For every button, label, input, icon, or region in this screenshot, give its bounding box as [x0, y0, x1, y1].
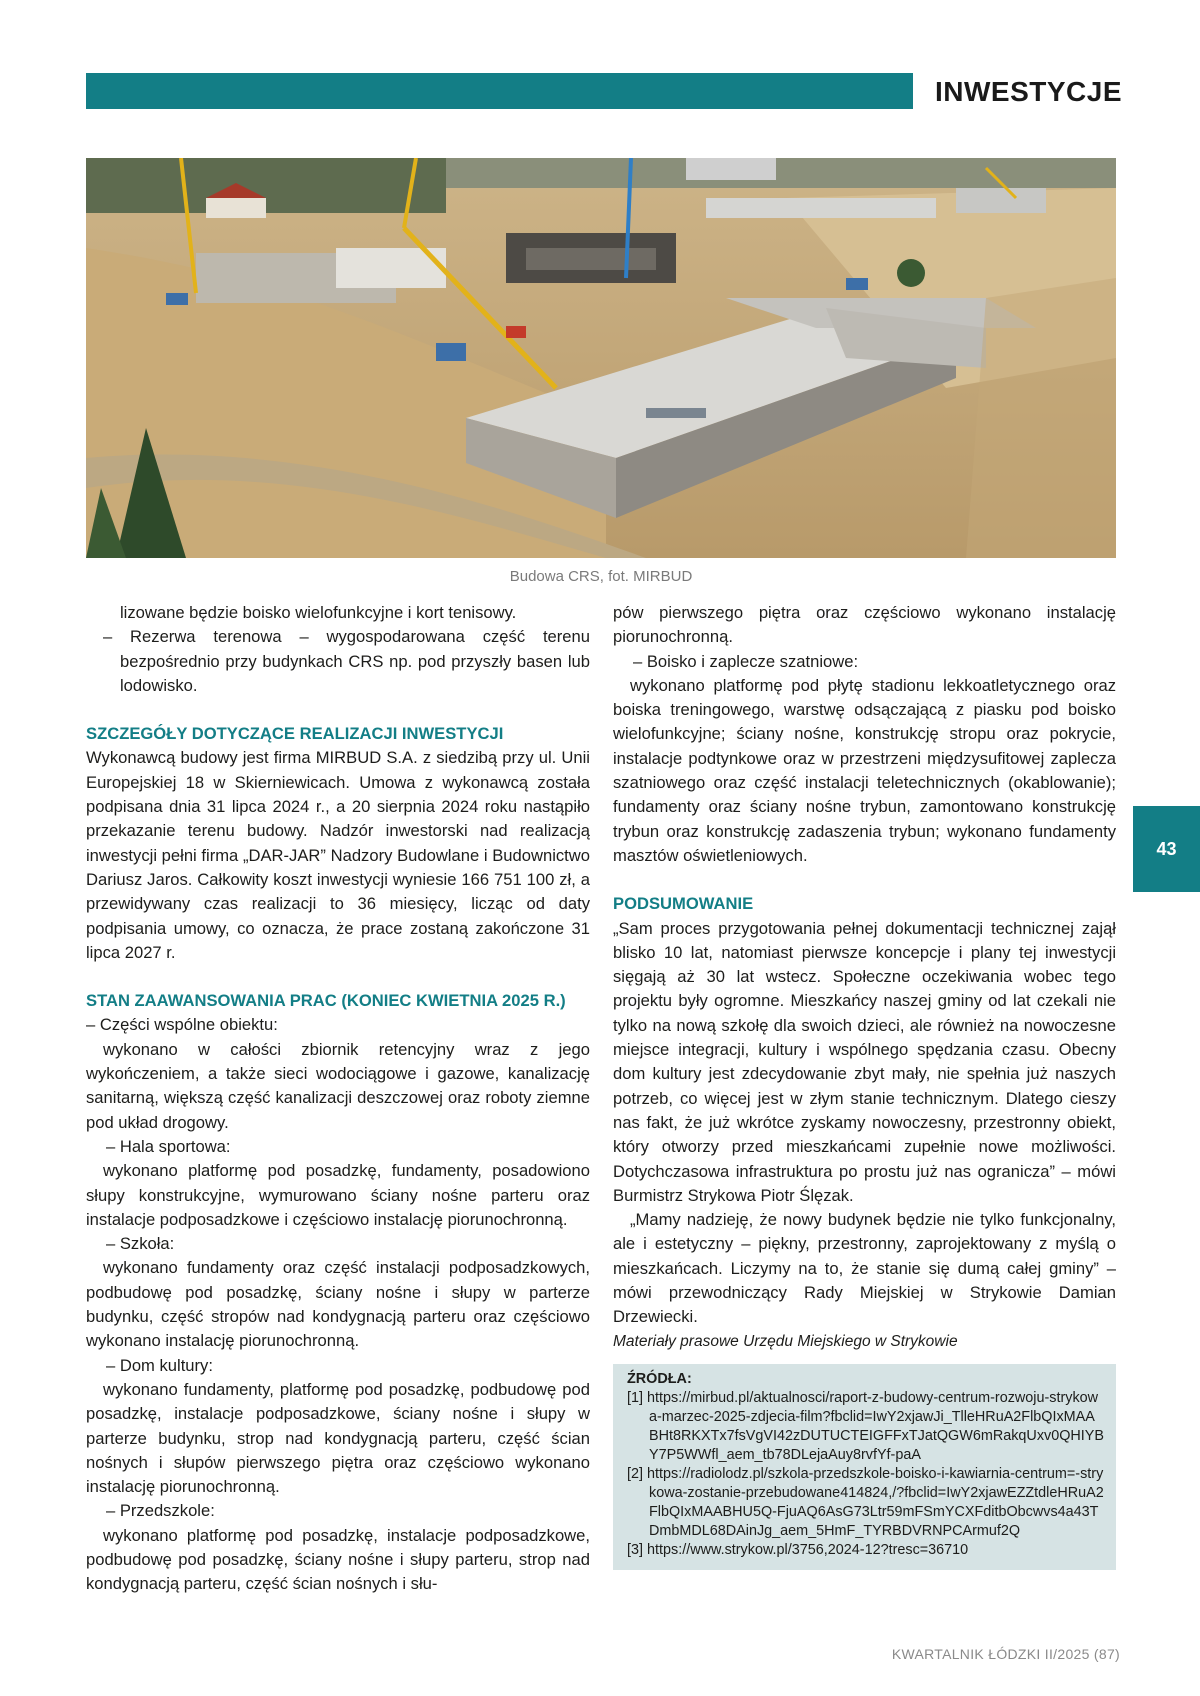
paragraph: wykonano fundamenty, platformę pod posadzkę, podbudowę pod posadzkę, instalacje podposadzkowe, ściany nośne i słupy w parterze budynku, strop nad kondygnacją parteru, część ścian nośnych i słupów pierwszego piętra oraz częściowo wykonano instalację piorunochronną.: [86, 1379, 590, 1497]
source-link[interactable]: [2] https://radiolodz.pl/szkola-przedszkole-boisko-i-kawiarnia-centrum=-strykowa-zostanie-przebudowane414824,/?fbclid=IwY2xjawEZZtdleHRuA2FlbQIxMAABHU5Q-FjuAQ6AsG73Ltr59mFSmYCXFditbObcwvs4a43TDmbMDL68DAinJg_aem_5HmF_TYRBDVRNPCArmuf2Q: [627, 1465, 1104, 1539]
paragraph: wykonano platformę pod posadzkę, fundamenty, posadowiono słupy konstrukcyjne, wymurowano ściany nośne parteru oraz instalacje podposadzkowe i częściowo instalację piorunochronną.: [86, 1161, 590, 1229]
paragraph: pów pierwszego piętra oraz częściowo wykonano instalację piorunochronną.: [613, 603, 1116, 647]
list-label: – Hala sportowa:: [106, 1136, 231, 1156]
quote-paragraph: „Mamy nadzieję, że nowy budynek będzie nie tylko funkcjonalny, ale i estetyczny – piękny, przestronny, zaprojektowany z myślą o mieszkańcach. Liczymy na to, że stanie się dumą całej gminy” – mówi przewodniczący Rady Miejskiej w Strykowie Damian Drzewiecki.: [613, 1210, 1116, 1327]
source-link[interactable]: [1] https://mirbud.pl/aktualnosci/raport-z-budowy-centrum-rozwoju-strykowa-marzec-2025-zdjecia-film?fbclid=IwY2xjawJi_TlleHRuA2FlbQIxMAABHt8RKXTx7fsVgVI42zDUTUCTEIGFFxTJatQGW6mRakqUxv0QHIYBY7P5WWfl_aem_tb78DLejaAuy8rvfYf-paA: [627, 1389, 1104, 1463]
list-label: – Szkoła:: [106, 1234, 175, 1254]
paragraph: wykonano platformę pod płytę stadionu lekkoatletycznego oraz boiska treningowego, warstwę odsączającą z piasku pod boisko wielofunkcyjne; ściany nośne, konstrukcję stropu oraz pokrycie, instalacje podtynkowe oraz w przestrzeni międzysufitowej zaplecza szatniowego oraz część instalacji teletechnicznych (okablowanie); fundamenty oraz ściany nośne trybun, zamontowano konstrukcję trybun oraz konstrukcję zadaszenia trybun; wykonano fundamenty masztów oświetleniowych.: [613, 675, 1116, 865]
list-label: – Boisko i zaplecze szatniowe:: [633, 651, 859, 671]
paragraph: lizowane będzie boisko wielofunkcyjne i kort tenisowy.: [120, 603, 517, 622]
list-item: – Rezerwa terenowa – wygospodarowana część terenu bezpośrednio przy budynkach CRS np. pod przyszły basen lub lodowisko.: [103, 627, 590, 695]
list-label: – Dom kultury:: [106, 1355, 213, 1375]
list-label: – Przedszkole:: [106, 1501, 215, 1521]
list-label: – Części wspólne obiektu:: [86, 1015, 278, 1035]
sources-title: ŹRÓDŁA:: [627, 1370, 692, 1387]
left-column: [86, 601, 590, 1597]
paragraph: wykonano w całości zbiornik retencyjny wraz z jego wykończeniem, a także sieci wodociągowe i gazowe, kanalizację sanitarną, większą część kanalizacji deszczowej oraz roboty ziemne pod układ drogowy.: [86, 1039, 590, 1132]
sources-box: [613, 1364, 1116, 1570]
source-link[interactable]: [3] https://www.strykow.pl/3756,2024-12?tresc=36710: [627, 1541, 969, 1558]
page-number-tab: 43: [1133, 806, 1200, 892]
construction-site-photo: [86, 158, 1116, 558]
paragraph: Wykonawcą budowy jest firma MIRBUD S.A. z siedzibą przy ul. Unii Europejskiej 18 w Skierniewicach. Umowa z wykonawcą została podpisana dnia 31 lipca 2024 r., a 20 sierpnia 2024 roku nastąpiło przekazanie terenu budowy. Nadzór inwestorski nad realizacją inwestycji pełni firma „DAR-JAR” Nadzory Budowlane i Budownictwo Dariusz Jaros. Całkowity koszt inwestycji wyniesie 166 751 100 zł, a przewidywany czas realizacji to 36 miesięcy, licząc od daty podpisania umowy, co oznacza, że prace zostaną zakończone 31 lipca 2027 r.: [86, 748, 590, 962]
photo-caption: Budowa CRS, fot. MIRBUD: [509, 568, 693, 585]
press-credit: Materiały prasowe Urzędu Miejskiego w Strykowie: [613, 1332, 958, 1350]
paragraph: wykonano fundamenty oraz część instalacji podposadzkowych, podbudowę pod posadzkę, ściany nośne i słupy w parterze budynku, część stropów nad kondygnacją parteru oraz częściowo wykonano instalację piorunochronną.: [86, 1258, 590, 1351]
quote-paragraph: „Sam proces przygotowania pełnej dokumentacji technicznej zajął blisko 10 lat, natomiast pierwsze koncepcje i plany tej inwestycji sięgają aż 30 lat wstecz. Społeczne oczekiwania wobec tego projektu były ogromne. Mieszkańcy naszej gminy od lat czekali nie tylko na nową szkołę dla swoich dzieci, ale również na nowoczesne miejsce integracji, kultury i wspólnego spędzania czasu. Obecny dom kultury jest zdecydowanie zbyt mały, nie spełnia już naszych potrzeb, co więcej jest w złym stanie technicznym. Dlatego cieszy nas fakt, że już wkrótce zyskamy nowoczesny, przestronny obiekt, który otworzy przed mieszkańcami zupełnie nowe możliwości. Dotychczasowa infrastruktura po prostu już nas ogranicza” – mówi Burmistrz Strykowa Piotr Ślęzak.: [613, 918, 1116, 1205]
footer-publication: KWARTALNIK ŁÓDZKI II/2025 (87): [891, 1646, 1120, 1662]
section-heading: STAN ZAAWANSOWANIA PRAC (KONIEC KWIETNIA 2025 R.): [86, 991, 566, 1011]
paragraph: wykonano platformę pod posadzkę, instalacje podposadzkowe, podbudowę pod posadzkę, ściany nośne i słupy parteru, strop nad kondygnacją parteru, część ścian nośnych i słu-: [86, 1525, 590, 1594]
section-heading: PODSUMOWANIE: [613, 894, 754, 914]
header-accent-bar: [86, 73, 913, 109]
section-heading: SZCZEGÓŁY DOTYCZĄCE REALIZACJI INWESTYCJI: [86, 724, 504, 744]
right-column: [613, 601, 1116, 1570]
section-title: INWESTYCJE: [935, 76, 1123, 107]
